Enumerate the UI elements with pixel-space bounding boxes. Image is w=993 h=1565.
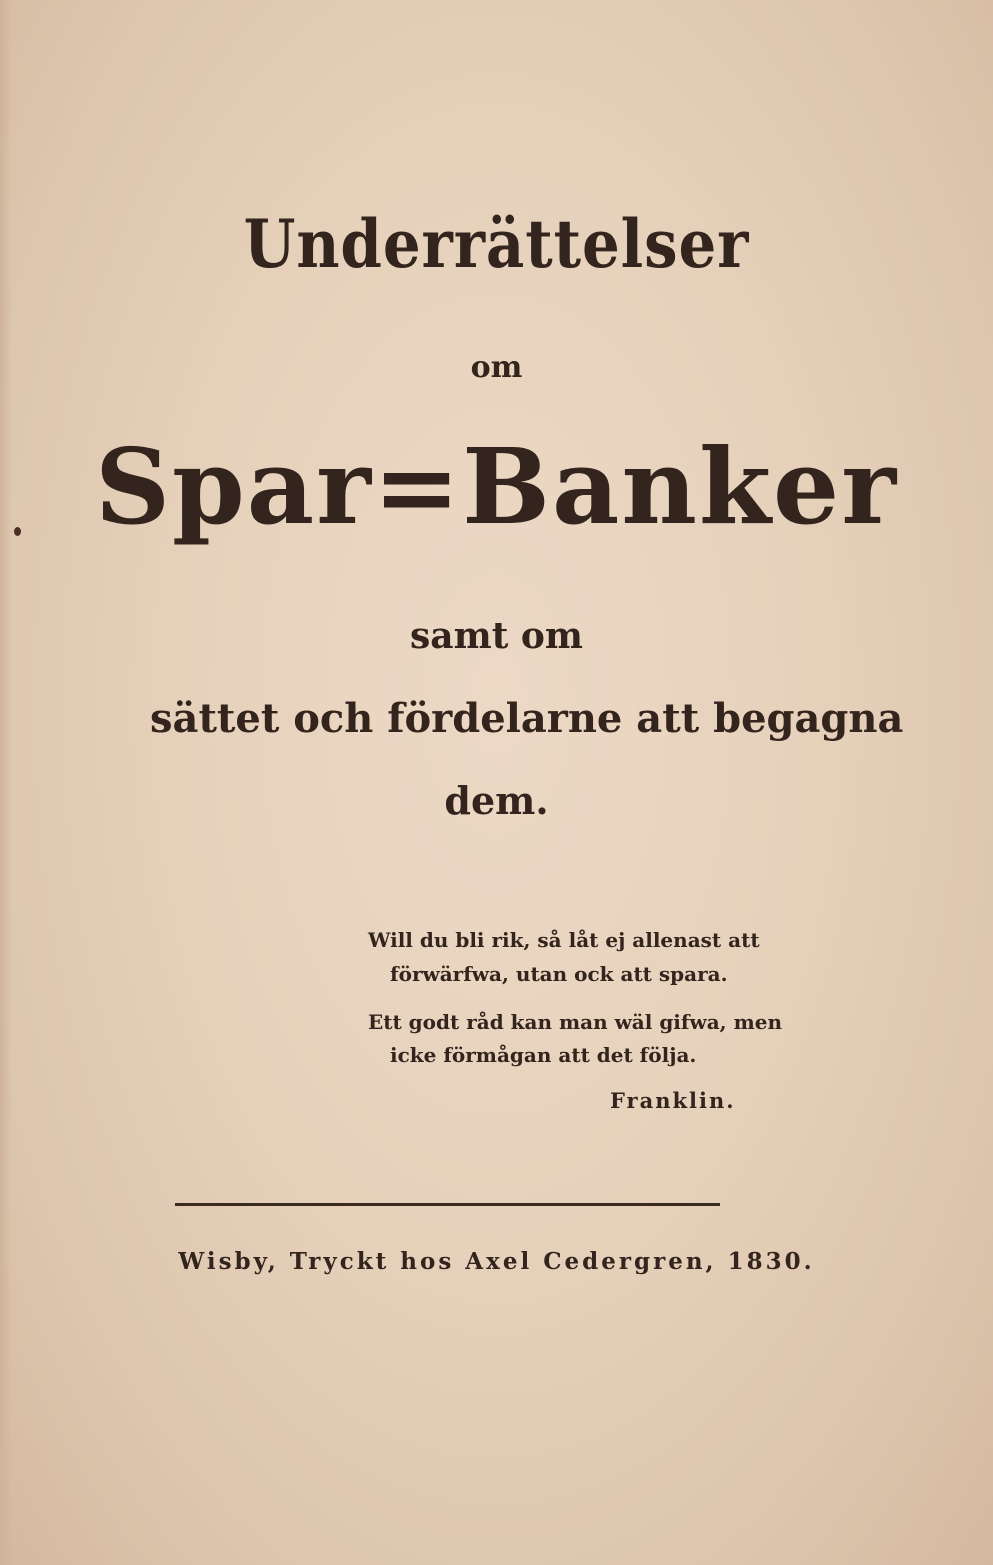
title-dem: dem.: [444, 778, 549, 823]
title-om: om: [470, 350, 523, 385]
title-sattet: sättet och fördelarne att begagna: [150, 695, 904, 742]
motto-line-2: förwärfwa, utan ock att spara.: [390, 962, 728, 986]
motto-author: Franklin.: [610, 1088, 736, 1113]
imprint: Wisby, Tryckt hos Axel Cedergren, 1830.: [178, 1248, 815, 1275]
title-spar-banker: Spar=Banker: [94, 425, 899, 548]
motto-line-1: Will du bli rik, så låt ej allenast att: [368, 928, 760, 952]
motto-line-3: Ett godt råd kan man wäl gifwa, men: [368, 1010, 783, 1034]
title-samt-om: samt om: [410, 615, 583, 657]
title-main: Underrättelser: [243, 205, 750, 283]
divider-rule: [175, 1203, 720, 1206]
motto-line-4: icke förmågan att det följa.: [390, 1043, 697, 1067]
